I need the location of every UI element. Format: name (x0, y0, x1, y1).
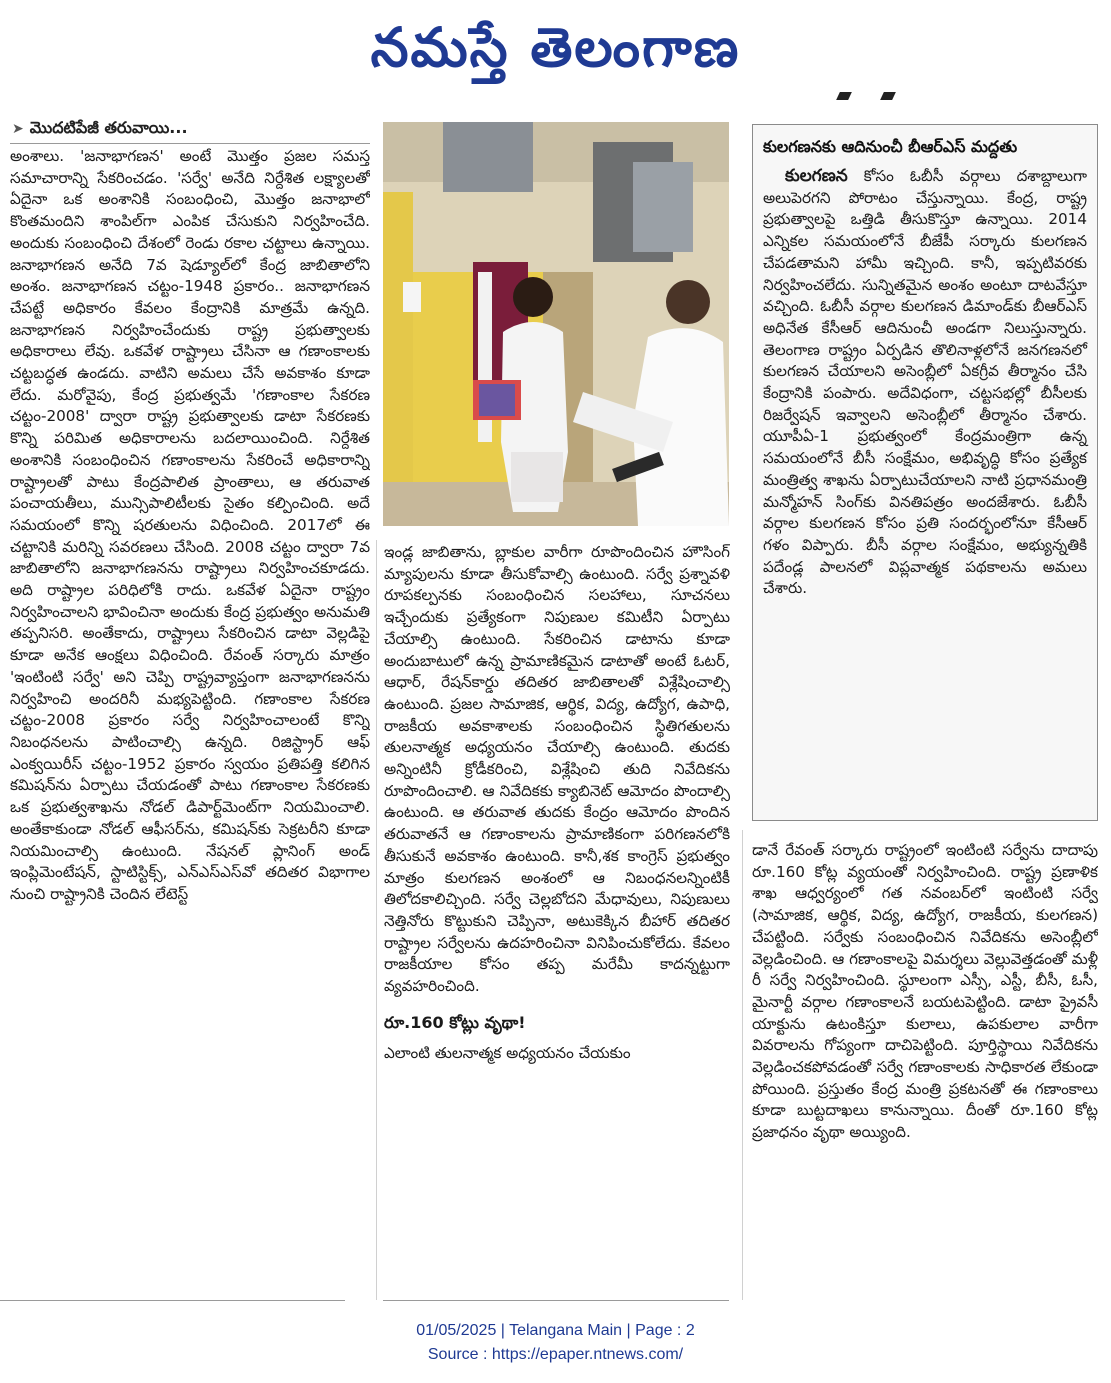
masthead-ornament (838, 92, 898, 106)
continued-label (12, 116, 352, 142)
left-top-rule (10, 143, 370, 144)
footer-date-line: 01/05/2025 | Telangana Main | Page : 2 (416, 1322, 695, 1339)
sidebar-box (752, 124, 1098, 821)
left-column-article (10, 146, 370, 1302)
middle-column-text-2: ఎలాంటి తులనాత్మక అధ్యయనం చేయకుం (384, 1044, 631, 1063)
left-column-text: అంశాలు. 'జనాభాగణన' అంటే మొత్తం ప్రజల సమస్త సమాచారాన్ని సేకరించడం. 'సర్వే' అనేది నిర్దేశిత లక్ష్యాలతో ఏదైనా ఒక అంశానికి సంబంధించి, మొత్తం జనాభాలో కొంతమందిని శాంపిల్‌గా ఎంపిక చేసుకుని నిర్వహించేది. అందుకు సంబంధించి దేశంలో రెండు రకాల చట్టాలు ఉన్నాయి. జనాభాగణన అనేది 7వ షెడ్యూల్‌లో కేంద్ర జాబితాలోని అంశం. జనాభాగణన చట్టం-1948 ప్రకారం.. జనాభాగణన చేపట్టే అధికారం కేవలం కేంద్రానికి మాత్రమే ఉన్నది. జనాభాగణన నిర్వహించేందుకు రాష్ట్ర ప్రభుత్వాలకు అధికారాలు లేవు. ఒకవేళ రాష్ట్రాలు చేసినా ఆ గణాంకాలకు చట్టబద్ధత ఉండదు. వాటిని అమలు చేసే అవకాశం కూడా లేదు. మరోవైపు, కేంద్ర ప్రభుత్వమే 'గణాంకాల సేకరణ చట్టం-2008' ద్వారా రాష్ట్ర ప్రభుత్వాలకు డాటా సేకరణకు కొన్ని పరిమిత అధికారాలను బదలాయించింది. నిర్దేశిత అంశానికి సంబంధించిన గణాంకాలను సేకరించే అధికారాన్ని రాష్ట్రాలతో పాటు కేంద్రపాలిత ప్రాంతాలు, ఆ తరువాత పంచాయతీలు, మున్సిపాలిటీలకు సైతం కల్పించింది. అదే సమయంలో కొన్ని షరతులను విధించింది. 2017లో ఈ చట్టానికి మరిన్ని సవరణలు చేసింది. 2008 చట్టం ద్వారా 7వ జాబితాలోని జనాభాగణనను రాష్ట్రాలు నిర్వహించకూడదు. అది రాష్ట్రాల పరిధిలోకి రాదు. ఒకవేళ ఏదైనా రాష్ట్రం నిర్వహించాలని భావించినా అందుకు కేంద్ర ప్రభుత్వం అనుమతి తప్పనిసరి. అంతేకాదు, రాష్ట్రాలు సేకరించిన డాటా వెల్లడిపై కూడా అనేక ఆంక్షలు విధించింది. రేవంత్ సర్కారు మాత్రం 'ఇంటింటి సర్వే' అని చెప్పి రాష్ట్రవ్యాప్తంగా జనాభాగణనను నిర్వహించి అందరినీ మభ్యపెట్టింది. గణాంకాల సేకరణ చట్టం-2008 ప్రకారం సర్వే నిర్వహించాలంటే కొన్ని నిబంధనలను పాటించాల్సి ఉన్నది. రిజిస్ట్రార్ ఆఫ్ ఎంక్వయిరీస్ చట్టం-1952 ప్రకారం స్వయం ప్రతిపత్తి కలిగిన కమిషన్‌ను ఏర్పాటు చేయడంతో పాటు గణాంకాల సేకరణకు ఒక ప్రభుత్వశాఖను నోడల్ డిపార్ట్‌మెంట్‌గా నియమించాలి. అంతేకాకుండా నోడల్ ఆఫీసర్‌ను, కమిషన్‌కు సెక్రటరీని కూడా నియమించాల్సి ఉంటుంది. నేషనల్ ప్లానింగ్ అండ్ ఇంప్లిమెంటేషన్, స్టాటిస్టిక్స్, ఎన్‌ఎస్‌ఎస్‌వో తదితర విభాగాల నుంచి రాష్ట్రానికి చెందిన లేటెస్ట్ (10, 147, 370, 903)
middle-column-text: ఇండ్ల జాబితాను, బ్లాకుల వారీగా రూపొందించిన హౌసింగ్ మ్యాపులను కూడా తీసుకోవాల్సి ఉంటుంది. సర్వే ప్రశ్నావళి రూపకల్పనకు సంబంధించిన సలహాలు, సూచనలు ఇచ్చేందుకు ప్రత్యేకంగా నిపుణుల కమిటీని ఏర్పాటు చేయాల్సి ఉంటుంది. సేకరించిన డాటాను కూడా అందుబాటులో ఉన్న ప్రామాణికమైన డాటాతో అంటే ఓటర్, ఆధార్, రేషన్‌కార్డు తదితర జాబితాలతో విశ్లేషించాల్సి ఉంటుంది. ప్రజల సామాజిక, ఆర్థిక, విద్య, ఉద్యోగ, ఉపాధి, రాజకీయ అవకాశాలకు సంబంధించిన స్థితిగతులను తులనాత్మక అధ్యయనం చేయాల్సి ఉంటుంది. తుదకు అన్నింటినీ క్రోడీకరించి, విశ్లేషించి తుది నివేదికను రూపొందించాలి. ఆ నివేదికకు క్యాబినెట్ ఆమోదం పొందాల్సి ఉంటుంది. ఆ తరువాత తుదకు కేంద్రం ఆమోదం పొందిన తరువాతనే ఆ గణాంకాలను ప్రామాణికంగా పరిగణనలోకి తీసుకునే అవకాశం ఉంటుంది. కానీ,శక కాంగ్రెస్ ప్రభుత్వం మాత్రం కులగణన అంశంలో ఆ నిబంధనలన్నింటికీ తిలోదకాలిచ్చింది. సర్వే చెల్లబోదని మేధావులు, నిపుణులు నెత్తినోరు కొట్టుకుని చెప్పినా, అటుకెక్కిన బీహార్ తదితర రాష్ట్రాల సర్వేలను ఉదహరించినా వినిపించుకోలేదు. కేవలం రాజకీయాల కోసం తప్ప మరేమీ కాదన్నట్టుగా వ్యవహరించింది. (384, 543, 730, 996)
bottom-rule-middle (383, 1300, 729, 1301)
middle-column-article (384, 542, 730, 1324)
column-divider-2 (742, 830, 743, 1300)
right-column-article (752, 840, 1098, 1290)
bottom-rule-left (0, 1300, 345, 1301)
sidebar-title: కులగణనకు ఆదినుంచీ బీఆర్‌ఎస్ మద్దతు (763, 137, 1018, 156)
section-subheading: రూ.160 కోట్లు వృథా! (384, 1012, 526, 1032)
sidebar-text: కోసం ఓబీసీ వర్గాలు దశాబ్దాలుగా అలుపెరగని పోరాటం చేస్తున్నాయి. కేంద్ర, రాష్ట్ర ప్రభుత్వాలపై ఒత్తిడి తీసుకొస్తూ ఉన్నాయి. 2014 ఎన్నికల సమయంలోనే బీజేపీ సర్కారు కులగణన చేపడతామని హామీ ఇచ్చింది. కానీ, ఇప్పటివరకు నిర్వహించలేదు. సున్నితమైన అంశం అంటూ దాటవేస్తూ వచ్చింది. ఓబీసీ వర్గాల కులగణన డిమాండ్‌కు బీఆర్‌ఎస్ అధినేత కేసీఆర్ ఆదినుంచీ అండగా నిలుస్తున్నారు. తెలంగాణ రాష్ట్రం ఏర్పడిన తొలినాళ్లలోనే జనగణనలో కులగణన చేయాలని అసెంబ్లీలో ఏకగ్రీవ తీర్మానం చేసి కేంద్రానికి పంపారు. అదేవిధంగా, చట్టసభల్లో బీసీలకు రిజర్వేషన్ ఇవ్వాలని అసెంబ్లీలో తీర్మానం చేశారు. యూపీఏ-1 ప్రభుత్వంలో కేంద్రమంత్రిగా ఉన్న సమయంలోనే బీసీ సంక్షేమం, అభివృద్ధి కోసం ప్రత్యేక మంత్రిత్వ శాఖను ఏర్పాటుచేయాలని నాటి ప్రధానమంత్రి మన్మోహన్ సింగ్‌కు వినతిపత్రం అందజేశారు. ఓబీసీ వర్గాల కులగణన కోసం ప్రతి సందర్భంలోనూ కేసీఆర్ గళం విప్పారు. బీసీ వర్గాల సంక్షేమం, అభ్యున్నతికి పదేండ్ల పాలనలో విప్లవాత్మక పథకాలను అమలు చేశారు. (763, 167, 1087, 598)
sidebar-lead-word: కులగణన (785, 166, 848, 186)
article-photo (383, 122, 729, 526)
column-divider-1 (376, 540, 377, 1300)
right-column-text: డానే రేవంత్ సర్కారు రాష్ట్రంలో ఇంటింటి సర్వేను దాదాపు రూ.160 కోట్ల వ్యయంతో నిర్వహించింది. రాష్ట్ర ప్రణాళిక శాఖ ఆధ్వర్యంలో గత నవంబర్‌లో ఇంటింటి సర్వే (సామాజిక, ఆర్థిక, విద్య, ఉద్యోగ, రాజకీయ, కులగణన) చేపట్టింది. సర్వేకు సంబంధించిన నివేదికను అసెంబ్లీలో వెల్లడించింది. ఆ గణాంకాలపై విమర్శలు వెల్లువెత్తడంతో మళ్లీ రీ సర్వే నిర్వహించింది. స్థూలంగా ఎస్సీ, ఎస్టీ, బీసీ, ఓసీ, మైనార్టీ వర్గాల గణాంకాలనే బయటపెట్టింది. డాటా ప్రైవసీ యాక్టును ఉటంకిస్తూ కులాలు, ఉపకులాల వారీగా వివరాలను గోప్యంగా దాచిపెట్టింది. పూర్తిస్థాయి నివేదికను వెల్లడించకపోవడంతో సర్వే గణాంకాలకు సాధికారత లేకుండా పోయింది. ప్రస్తుతం కేంద్ర మంత్రి ప్రకటనతో ఈ గణాంకాలు కూడా బుట్టదాఖలు కానున్నాయి. దీంతో రూ.160 కోట్ల ప్రజాధనం వృథా అయ్యింది. (752, 841, 1098, 1142)
continued-text: మొదటిపేజీ తరువాయి... (29, 117, 188, 137)
survey-workers-photo (383, 122, 729, 526)
sidebar-body (763, 166, 1087, 600)
footer-source-line: Source : https://epaper.ntnews.com/ (427, 1346, 684, 1363)
chevron-right-icon: ➤ (12, 121, 24, 137)
masthead-title: నమస్తే తెలంగాణ (370, 16, 741, 79)
